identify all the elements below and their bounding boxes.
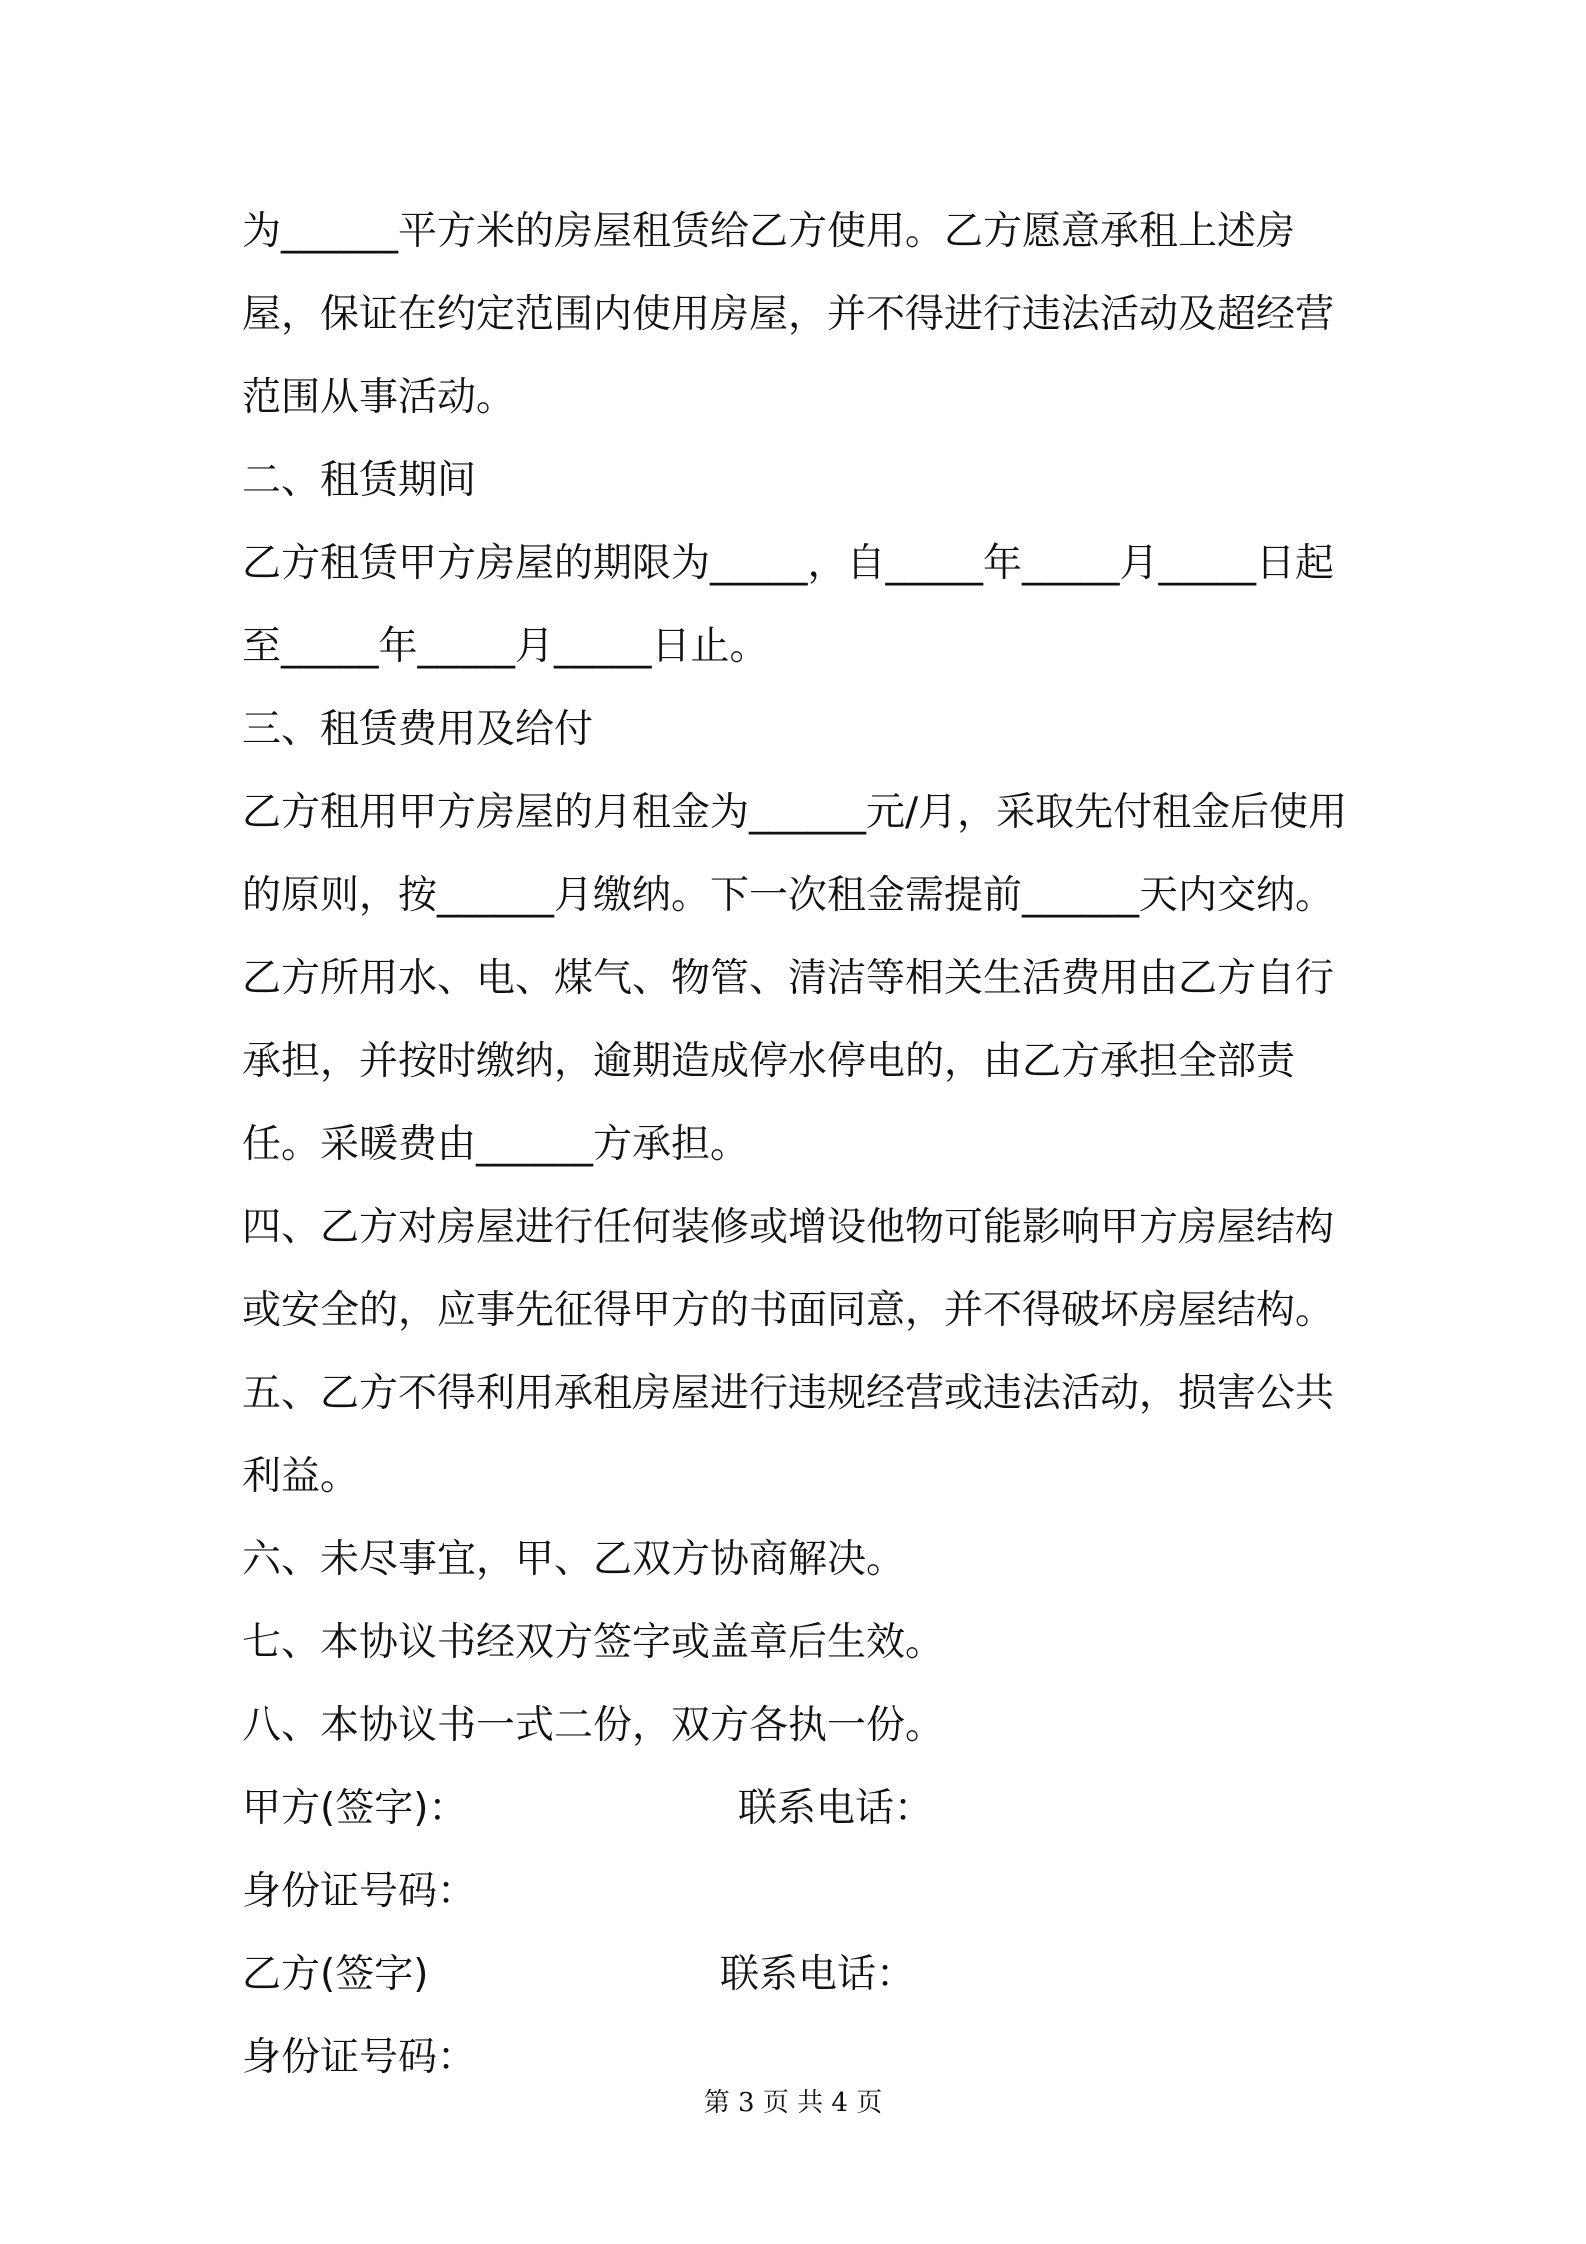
clause-paragraph-illegal-use: 五、乙方不得利用承租房屋进行违规经营或违法活动，损害公共利益。 xyxy=(242,1371,1335,1499)
document-body xyxy=(242,190,1362,2099)
party-b-signature-label: 乙方(签字) xyxy=(242,1952,429,1997)
clause-paragraph-other-matters: 六、未尽事宜，甲、乙双方协商解决。 xyxy=(242,1537,906,1582)
clause-paragraph-renovation: 四、乙方对房屋进行任何装修或增设他物可能影响甲方房屋结构或安全的，应事先征得甲方的书面同意，并不得破坏房屋结构。 xyxy=(242,1205,1335,1333)
clause-paragraph-area: 为______平方米的房屋租赁给乙方使用。乙方愿意承租上述房屋，保证在约定范围内使用房屋，并不得进行违法活动及超经营范围从事活动。 xyxy=(242,209,1335,420)
clause-paragraph-copies: 八、本协议书一式二份，双方各执一份。 xyxy=(242,1703,945,1748)
page-number-footer: 第 3 页 共 4 页 xyxy=(703,2088,883,2118)
party-a-signature-label: 甲方(签字)： xyxy=(242,1786,468,1831)
clause-paragraph-effective: 七、本协议书经双方签字或盖章后生效。 xyxy=(242,1620,945,1665)
party-b-id-label: 身份证号码： xyxy=(242,2035,477,2080)
section-heading-rent: 三、租赁费用及给付 xyxy=(242,707,594,752)
party-a-signature-row xyxy=(242,1767,1362,1850)
party-a-id-label: 身份证号码： xyxy=(242,1869,477,1914)
clause-paragraph-utilities: 乙方所用水、电、煤气、物管、清洁等相关生活费用由乙方自行承担，并按时缴纳，逾期造成停水停电的，由乙方承担全部责任。采暖费由______方承担。 xyxy=(242,956,1335,1167)
clause-paragraph-term: 乙方租赁甲方房屋的期限为_____，自_____年_____月_____日起至_____年_____月_____日止。 xyxy=(242,541,1335,669)
party-b-phone-label: 联系电话： xyxy=(720,1952,916,1997)
section-heading-lease-period: 二、租赁期间 xyxy=(242,458,477,503)
party-a-id-row xyxy=(242,1850,1362,1933)
party-a-phone-label: 联系电话： xyxy=(738,1786,934,1831)
clause-paragraph-rent-amount: 乙方租用甲方房屋的月租金为______元/月，采取先付租金后使用的原则，按______月缴纳。下一次租金需提前______天内交纳。 xyxy=(242,790,1348,918)
party-b-signature-row xyxy=(242,1933,1362,2016)
